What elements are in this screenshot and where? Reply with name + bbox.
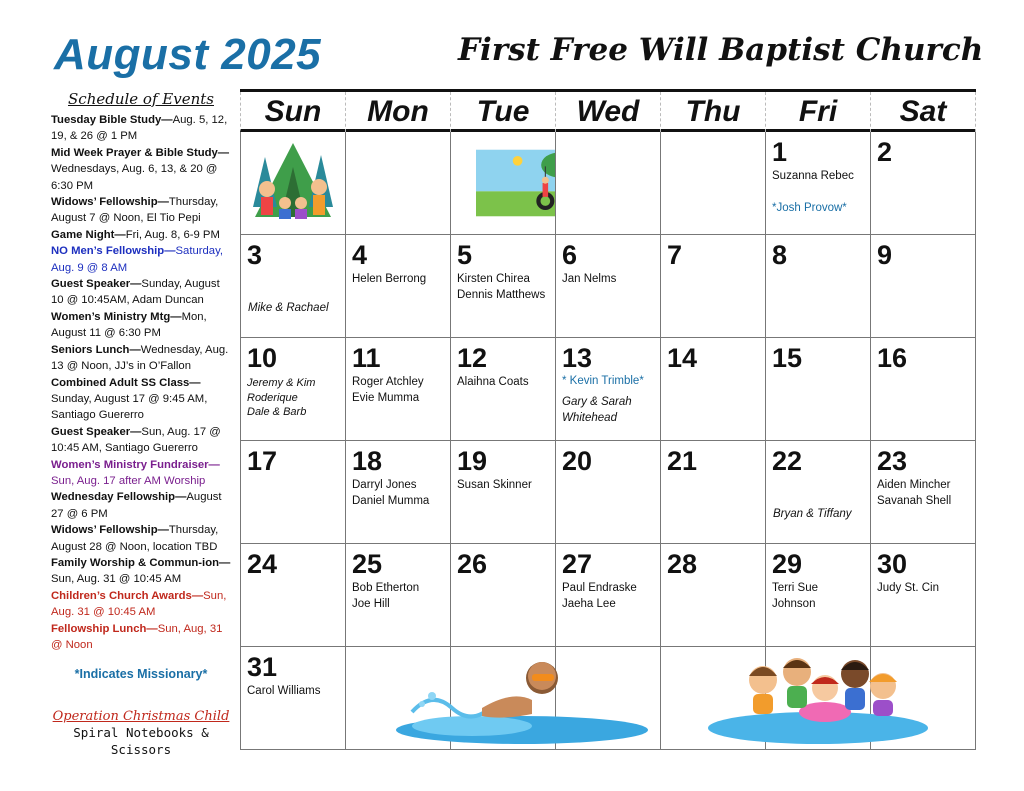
- day-cell-16: [871, 338, 976, 441]
- birthday-name: Susan Skinner: [457, 479, 532, 491]
- birthday-name: Johnson: [772, 598, 816, 610]
- day-cell-4: [346, 235, 451, 338]
- event-details: Thursday, August 28 @ Noon, location TBD: [51, 524, 219, 553]
- event-details: Fri, Aug. 8, 6-9 PM: [125, 228, 220, 241]
- event-details: Wednesday, Aug. 13 @ Noon, JJ’s in O’Fallon: [51, 343, 229, 373]
- birthday-name: Roger Atchley: [352, 376, 424, 388]
- empty-cell: [661, 132, 766, 235]
- birthday-name: Evie Mumma: [352, 392, 420, 404]
- day-number: 3: [247, 240, 263, 270]
- missionary-name: *Josh Provow*: [772, 202, 847, 214]
- event-name: Women’s Ministry Fundraiser—: [51, 458, 220, 471]
- day-cell-25: [346, 544, 451, 647]
- weekday-sun: Sun: [241, 92, 346, 132]
- birthday-name: Paul Endraske: [562, 582, 637, 594]
- event-list: [51, 112, 231, 653]
- day-cell-19: [451, 441, 556, 544]
- day-cell-28: [661, 544, 766, 647]
- event-item: [51, 375, 231, 424]
- day-number: 24: [247, 549, 278, 579]
- birthday-name: Daniel Mumma: [352, 495, 430, 507]
- swimmer-picture: [392, 650, 654, 748]
- event-details: Sun, Aug, 31 @ Noon: [51, 622, 223, 651]
- event-details: Mon, August 11 @ 6:30 PM: [51, 310, 207, 340]
- day-number: 25: [352, 549, 383, 579]
- schedule-title: Schedule of Events: [68, 90, 214, 108]
- day-number: 20: [562, 446, 593, 476]
- event-item: [51, 522, 231, 555]
- day-number: 11: [352, 343, 381, 373]
- birthday-name: Kirsten Chirea: [457, 273, 530, 285]
- camping-family-picture: [241, 132, 345, 234]
- event-item: [51, 194, 231, 227]
- day-number: 6: [562, 240, 578, 270]
- event-name: Game Night—: [51, 228, 126, 241]
- weekday-wed: Wed: [556, 92, 661, 132]
- empty-cell: [451, 132, 556, 235]
- day-number: 2: [877, 137, 893, 167]
- day-number: 27: [562, 549, 593, 579]
- day-cell-23: [871, 441, 976, 544]
- anniversary-note: Whitehead: [562, 412, 617, 424]
- schedule-sidebar: [51, 90, 231, 758]
- weekday-thu: Thu: [661, 92, 766, 132]
- tire-swing-picture: [476, 132, 556, 234]
- event-name: Family Worship & Commun-ion—: [51, 556, 231, 569]
- anniversary-note: Bryan & Tiffany: [773, 508, 852, 520]
- day-number: 4: [352, 240, 368, 270]
- birthday-name: Dennis Matthews: [457, 289, 546, 301]
- day-number: 16: [877, 343, 908, 373]
- event-name: Fellowship Lunch—: [51, 622, 158, 635]
- event-item: [51, 243, 231, 276]
- event-item: [51, 457, 231, 490]
- event-details: Sun, Aug. 31 @ 10:45 AM: [51, 573, 182, 586]
- day-number: 13: [562, 343, 593, 373]
- day-cell-8: [766, 235, 871, 338]
- weekday-fri: Fri: [766, 92, 871, 132]
- church-name: First Free Will Baptist Church: [458, 32, 984, 68]
- event-name: Children’s Church Awards—: [51, 589, 204, 602]
- day-number: 19: [457, 446, 488, 476]
- day-cell-1: [766, 132, 871, 235]
- event-item: [51, 621, 231, 654]
- event-details: Saturday, Aug. 9 @ 8 AM: [51, 245, 224, 274]
- event-item: [51, 276, 231, 309]
- event-name: Wednesday Fellowship—: [51, 491, 187, 504]
- day-number: 29: [772, 549, 803, 579]
- event-details: Sun, Aug. 17 after AM Worship: [51, 474, 206, 487]
- day-number: 7: [667, 240, 683, 270]
- day-number: 9: [877, 240, 893, 270]
- event-name: Seniors Lunch—: [51, 343, 141, 356]
- anniversary-note: Dale & Barb: [247, 406, 307, 418]
- birthday-name: Savanah Shell: [877, 495, 952, 507]
- event-name: Tuesday Bible Study—: [51, 114, 173, 126]
- day-number: 12: [457, 343, 488, 373]
- day-cell-10: [241, 338, 346, 441]
- day-cell-30: [871, 544, 976, 647]
- day-number: 5: [457, 240, 473, 270]
- event-details: August 27 @ 6 PM: [51, 491, 222, 520]
- day-number: 10: [247, 343, 278, 373]
- day-cell-20: [556, 441, 661, 544]
- event-name: Combined Adult SS Class—: [51, 376, 201, 389]
- day-number: 14: [667, 343, 698, 373]
- day-number: 17: [247, 446, 278, 476]
- day-cell-14: [661, 338, 766, 441]
- event-name: Women’s Ministry Mtg—: [51, 310, 182, 323]
- event-name: Guest Speaker—: [51, 425, 142, 438]
- day-cell-9: [871, 235, 976, 338]
- day-cell-2: [871, 132, 976, 235]
- kids-pool-picture: [705, 650, 931, 748]
- day-cell-22: [766, 441, 871, 544]
- birthday-name: Terri Sue: [772, 582, 819, 594]
- event-item: [51, 227, 231, 243]
- day-cell-7: [661, 235, 766, 338]
- birthday-name: Darryl Jones: [352, 479, 417, 491]
- event-item: [51, 112, 231, 145]
- missionary-note: *Indicates Missionary*: [74, 667, 208, 682]
- event-details: Sun, Aug. 31 @ 10:45 AM: [51, 589, 227, 619]
- day-cell-17: [241, 441, 346, 544]
- day-cell-12: [451, 338, 556, 441]
- event-details: Sunday, August 17 @ 9:45 AM, Santiago Guererro: [51, 392, 208, 422]
- day-cell-31: [241, 647, 346, 750]
- birthday-name: Alaihna Coats: [457, 376, 529, 388]
- day-cell-11: [346, 338, 451, 441]
- weekday-header: [240, 92, 976, 132]
- day-cell-18: [346, 441, 451, 544]
- event-item: [51, 342, 231, 375]
- day-number: 22: [772, 446, 803, 476]
- anniversary-note: Jeremy & Kim: [247, 377, 316, 389]
- day-number: 8: [772, 240, 788, 270]
- anniversary-note: Roderique: [247, 391, 298, 404]
- empty-cell: [556, 132, 661, 235]
- day-number: 23: [877, 446, 908, 476]
- event-item: [51, 555, 231, 588]
- birthday-name: Suzanna Rebec: [772, 170, 854, 182]
- day-cell-27: [556, 544, 661, 647]
- day-number: 28: [667, 549, 698, 579]
- day-cell-24: [241, 544, 346, 647]
- event-details: Sunday, August 10 @ 10:45AM, Adam Duncan: [51, 278, 220, 307]
- occ-title: Operation Christmas Child: [52, 709, 230, 725]
- birthday-name: Bob Etherton: [352, 582, 420, 594]
- day-number: 1: [772, 137, 788, 167]
- event-name: Guest Speaker—: [51, 278, 142, 291]
- event-details: Sun, Aug. 17 @ 10:45 AM, Santiago Guererro: [51, 425, 221, 455]
- event-details: Aug. 5, 12, 19, & 26 @ 1 PM: [51, 114, 228, 143]
- weekday-sat: Sat: [871, 92, 976, 132]
- birthday-name: Jaeha Lee: [562, 598, 616, 610]
- birthday-name: Helen Berrong: [352, 273, 427, 285]
- day-number: 26: [457, 549, 488, 579]
- empty-cell: [241, 132, 346, 235]
- birthday-name: Aiden Mincher: [877, 479, 951, 491]
- day-number: 21: [667, 446, 698, 476]
- anniversary-note: Mike & Rachael: [248, 302, 329, 314]
- weekday-tue: Tue: [451, 92, 556, 132]
- event-item: [51, 489, 231, 522]
- empty-cell: [346, 132, 451, 235]
- birthday-name: Joe Hill: [352, 598, 390, 610]
- event-details: Wednesdays, Aug. 6, 13, & 20 @ 6:30 PM: [51, 163, 218, 192]
- event-name: Widows’ Fellowship—: [51, 196, 169, 209]
- day-cell-29: [766, 544, 871, 647]
- birthday-name: Jan Nelms: [562, 273, 617, 285]
- day-cell-21: [661, 441, 766, 544]
- event-name: Mid Week Prayer & Bible Study—: [51, 146, 230, 159]
- missionary-name: * Kevin Trimble*: [562, 375, 644, 387]
- event-name: NO Men’s Fellowship—: [51, 245, 176, 258]
- event-name: Widows’ Fellowship—: [51, 524, 169, 537]
- day-cell-13: [556, 338, 661, 441]
- month-title: August 2025: [54, 30, 322, 79]
- occ-item-2: Scissors: [110, 742, 172, 758]
- event-item: [51, 424, 231, 457]
- event-item: [51, 145, 231, 194]
- birthday-name: Carol Williams: [247, 685, 321, 697]
- anniversary-note: Gary & Sarah: [562, 396, 632, 408]
- day-number: 15: [772, 343, 803, 373]
- event-item: [51, 309, 231, 342]
- day-cell-26: [451, 544, 556, 647]
- event-item: [51, 588, 231, 621]
- event-details: Thursday, August 7 @ Noon, El Tio Pepi: [51, 196, 219, 225]
- birthday-name: Judy St. Cin: [877, 582, 939, 594]
- day-number: 30: [877, 549, 908, 579]
- day-number: 31: [247, 652, 278, 682]
- occ-item-1: Spiral Notebooks &: [73, 725, 209, 741]
- day-number: 18: [352, 446, 383, 476]
- day-cell-15: [766, 338, 871, 441]
- day-cell-3: [241, 235, 346, 338]
- day-cell-6: [556, 235, 661, 338]
- weekday-mon: Mon: [346, 92, 451, 132]
- day-cell-5: [451, 235, 556, 338]
